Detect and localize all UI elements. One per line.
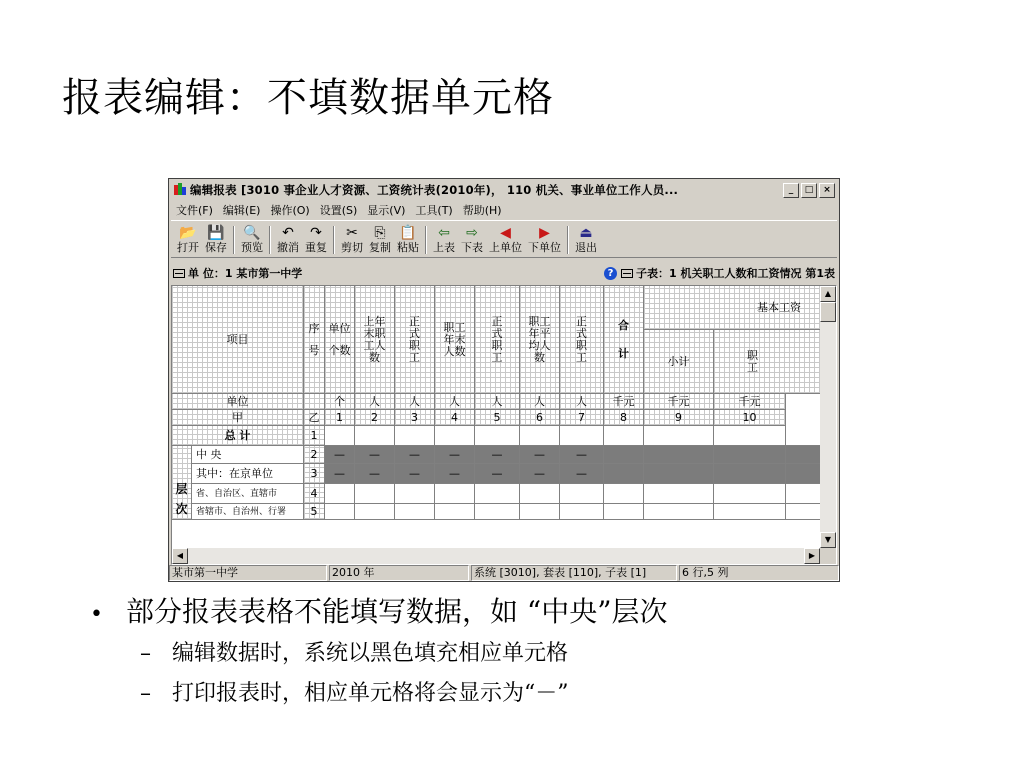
report-editor-window (168, 178, 840, 582)
toolbar-label: 打开 (177, 241, 199, 254)
unit-cell (435, 394, 475, 410)
data-cell[interactable] (786, 484, 820, 504)
sub-bullet-mark: – (140, 641, 151, 666)
header-item (172, 286, 304, 394)
data-cell-blocked (560, 464, 604, 484)
data-cell-blocked-text: — (334, 447, 345, 461)
toolbar-label: 撤消 (277, 241, 299, 254)
header-col-c4 (435, 286, 475, 394)
preview-icon: 🔍 (243, 225, 261, 241)
menu-help[interactable]: 帮助(H) (462, 204, 502, 217)
toolbar-label: 退出 (575, 241, 597, 254)
keyboard-icon (173, 269, 185, 278)
data-cell-blocked (786, 464, 820, 484)
num-cell (604, 410, 644, 426)
toolbar-label: 复制 (369, 241, 391, 254)
header-count-text: 单位个数 (328, 321, 351, 357)
data-cell-blocked-text: — (369, 447, 380, 461)
header-col-text: 上年末职工人数 (363, 314, 386, 364)
toolbar-separator (567, 226, 569, 254)
toolbar-button-open-folder[interactable] (174, 223, 202, 257)
row-seq (304, 464, 325, 484)
window-title: 编辑报表 [3010 事企业人才资源、工资统计表(2010年)， 110 机关、事业单位工作人员... (190, 183, 679, 197)
row-label (192, 484, 304, 504)
header-col-c2 (355, 286, 395, 394)
data-cell[interactable] (395, 504, 435, 520)
header-col-text: 正式职工 (491, 314, 503, 364)
next-unit-icon: ▶ (539, 225, 550, 241)
toolbar-label: 重复 (305, 241, 327, 254)
data-cell-blocked (520, 446, 560, 464)
level-group-label (172, 446, 192, 520)
data-cell[interactable] (355, 484, 395, 504)
num-cell (395, 410, 435, 426)
header-col-c7 (560, 286, 604, 394)
toolbar-separator (233, 226, 235, 254)
num-cell-text: 5 (493, 410, 501, 424)
data-cell-blocked-text: — (409, 466, 420, 480)
status-bar (169, 565, 839, 581)
data-cell-blocked (714, 446, 786, 464)
data-cell[interactable] (325, 484, 355, 504)
header-subtotal (644, 330, 714, 394)
num-cell (355, 410, 395, 426)
toolbar-label: 上表 (433, 241, 455, 254)
report-grid (171, 285, 837, 565)
scroll-thumb[interactable] (820, 302, 836, 322)
data-cell[interactable] (714, 426, 786, 446)
data-cell[interactable] (325, 504, 355, 520)
num-row-b (304, 410, 325, 426)
unit-cell (560, 394, 604, 410)
num-cell-text: 4 (451, 410, 458, 424)
toolbar-button-next-unit[interactable] (525, 223, 564, 257)
toolbar-button-cut[interactable] (338, 223, 366, 257)
copy-icon: ⎘ (374, 225, 386, 241)
header-col-text: 职工年末人数 (443, 320, 466, 358)
title-bar[interactable] (171, 181, 837, 199)
bullet-text: 部分报表表格不能填写数据，如 “中央”层次 (126, 595, 668, 628)
row-label (192, 464, 304, 484)
unit-cell (395, 394, 435, 410)
row-seq-text: 2 (310, 447, 318, 461)
unit-row-label (172, 394, 304, 410)
data-cell-blocked-text: — (576, 447, 587, 461)
scroll-corner (820, 548, 836, 564)
app-icon (173, 183, 187, 197)
horizontal-scrollbar[interactable] (172, 548, 820, 564)
toolbar-button-prev-table[interactable] (430, 223, 458, 257)
data-cell[interactable] (355, 504, 395, 520)
toolbar-button-redo[interactable] (302, 223, 330, 257)
header-group-basic-wage (644, 286, 820, 330)
toolbar-button-next-table[interactable] (458, 223, 486, 257)
toolbar-separator (425, 226, 427, 254)
save-disk-icon: 💾 (207, 225, 225, 241)
header-col-text: 正式职工 (576, 314, 587, 364)
num-cell (435, 410, 475, 426)
sub-bullet-text: 编辑数据时，系统以黑色填充相应单元格 (172, 641, 569, 666)
unit-cell (325, 394, 355, 410)
num-cell (520, 410, 560, 426)
row-seq-text: 1 (310, 428, 318, 442)
data-cell[interactable] (395, 426, 435, 446)
header-col-text: 正式职工 (409, 314, 420, 364)
data-cell-blocked (644, 446, 714, 464)
header-col-text: 职工年平均人数 (528, 314, 551, 364)
close-button[interactable]: × (819, 183, 835, 198)
menu-view[interactable]: 显示(V) (367, 204, 406, 217)
unit-cell-text: 人 (491, 394, 503, 408)
menu-tools[interactable]: 工具(T) (415, 204, 453, 217)
data-cell-blocked (325, 446, 355, 464)
data-cell-blocked (714, 464, 786, 484)
num-row-b-text: 乙 (308, 410, 320, 424)
data-cell[interactable] (435, 426, 475, 446)
status-system: 系统 [3010], 套表 [110], 子表 [1] (471, 565, 677, 581)
unit-label: 单 位：1 某市第一中学 (188, 267, 303, 280)
info-bar (171, 264, 837, 282)
num-cell-text: 1 (336, 410, 343, 424)
header-subtotal-text: 小计 (667, 354, 690, 368)
data-cell-blocked-text: — (534, 447, 545, 461)
data-cell[interactable] (475, 426, 520, 446)
row-label-text: 省辖市、自治州、行署 (196, 506, 287, 517)
slide-title: 报表编辑：不填数据单元格 (62, 75, 554, 121)
toolbar-button-prev-unit[interactable] (486, 223, 525, 257)
toolbar-label: 预览 (241, 241, 263, 254)
toolbar-button-preview[interactable] (238, 223, 266, 257)
row-label-text: 其中：在京单位 (196, 466, 273, 480)
header-col-10 (714, 330, 820, 394)
header-col-c3 (395, 286, 435, 394)
status-position: 6 行,5 列 (679, 565, 839, 581)
data-cell[interactable] (604, 504, 644, 520)
help-icon[interactable]: ? (604, 267, 617, 280)
menu-operate[interactable]: 操作(O) (270, 204, 310, 217)
toolbar-button-copy[interactable] (366, 223, 394, 257)
scroll-right-icon[interactable]: ▶ (804, 548, 820, 564)
vertical-scrollbar[interactable] (820, 286, 836, 548)
data-cell-blocked-text: — (491, 466, 503, 480)
next-table-icon: ⇨ (466, 225, 478, 241)
scroll-up-icon[interactable]: ▲ (820, 286, 836, 302)
data-cell[interactable] (786, 426, 820, 446)
exit-icon: ⏏ (579, 225, 593, 241)
header-item-text: 项目 (226, 332, 249, 346)
toolbar-button-save-disk[interactable] (202, 223, 230, 257)
unit-cell (475, 394, 520, 410)
toolbar-button-exit[interactable] (572, 223, 600, 257)
unit-cell-text: 人 (576, 394, 587, 408)
num-cell (325, 410, 355, 426)
data-cell[interactable] (560, 504, 604, 520)
row-label (192, 446, 304, 464)
unit-cell-text: 个 (334, 394, 345, 408)
toolbar-label: 粘贴 (397, 241, 419, 254)
row-seq (304, 504, 325, 520)
row-seq-text: 5 (310, 504, 318, 518)
header-count (325, 286, 355, 394)
num-cell (475, 410, 520, 426)
data-cell-blocked-text: — (449, 447, 460, 461)
num-cell-text: 3 (411, 410, 418, 424)
sub-bullet-2 (140, 676, 569, 707)
data-cell[interactable] (355, 426, 395, 446)
header-col-c5 (475, 286, 520, 394)
data-cell[interactable] (520, 426, 560, 446)
data-cell-blocked (644, 464, 714, 484)
cut-icon: ✂ (346, 225, 358, 241)
data-cell-blocked (475, 464, 520, 484)
keyboard-icon (621, 269, 633, 278)
unit-cell-text: 人 (369, 394, 380, 408)
num-cell (644, 410, 714, 426)
data-cell[interactable] (644, 504, 714, 520)
num-row-a-text: 甲 (232, 410, 243, 424)
menu-edit[interactable]: 编辑(E) (222, 204, 261, 217)
row-label-total-text: 总 计 (224, 428, 251, 442)
toolbar-label: 上单位 (489, 241, 522, 254)
toolbar-separator (269, 226, 271, 254)
data-cell-blocked-text: — (449, 466, 460, 480)
num-cell-text: 6 (536, 410, 543, 424)
row-seq (304, 426, 325, 446)
unit-cell-text: 人 (409, 394, 420, 408)
unit-cell (604, 394, 644, 410)
minimize-button[interactable]: _ (783, 183, 799, 198)
unit-cell-text: 千元 (667, 394, 690, 408)
data-cell-blocked (786, 446, 820, 464)
data-cell[interactable] (644, 484, 714, 504)
data-cell-blocked-text: — (409, 447, 420, 461)
data-cell-blocked (435, 464, 475, 484)
toolbar-button-paste[interactable] (394, 223, 422, 257)
num-cell-text: 10 (742, 410, 757, 424)
row-label (192, 504, 304, 520)
data-cell[interactable] (604, 484, 644, 504)
level-group-text: 层次 (175, 482, 188, 516)
data-cell[interactable] (395, 484, 435, 504)
header-total-text: 合计 (618, 318, 629, 360)
unit-cell-text: 人 (449, 394, 460, 408)
data-cell-blocked (395, 446, 435, 464)
data-cell-blocked-text: — (576, 466, 587, 480)
data-cell-blocked (604, 446, 644, 464)
maximize-button[interactable]: □ (801, 183, 817, 198)
unit-cell-text: 千元 (738, 394, 761, 408)
subtable-label: 子表：1 机关职工人数和工资情况 第1表 (636, 267, 835, 280)
data-cell[interactable] (714, 484, 786, 504)
data-cell[interactable] (435, 484, 475, 504)
unit-cell (355, 394, 395, 410)
status-unit: 某市第一中学 (169, 565, 327, 581)
data-cell-blocked-text: — (534, 466, 545, 480)
data-cell[interactable] (786, 504, 820, 520)
unit-row-seq (304, 394, 325, 410)
data-cell-blocked (435, 446, 475, 464)
toolbar-label: 下单位 (528, 241, 561, 254)
data-cell[interactable] (435, 504, 475, 520)
row-seq-text: 4 (310, 486, 318, 500)
data-cell[interactable] (520, 484, 560, 504)
header-group-basic-wage-text: 基本工资 (757, 300, 801, 314)
num-cell-text: 2 (371, 410, 378, 424)
menu-file[interactable]: 文件(F) (176, 204, 213, 217)
data-cell[interactable] (475, 504, 520, 520)
prev-unit-icon: ◀ (500, 225, 511, 241)
menu-bar (171, 201, 837, 219)
unit-cell-text: 千元 (612, 394, 635, 408)
toolbar-separator (333, 226, 335, 254)
unit-cell (644, 394, 714, 410)
row-label-text: 中 央 (196, 447, 222, 461)
num-cell-text: 8 (620, 410, 627, 424)
data-cell-blocked-text: — (369, 466, 380, 480)
data-cell[interactable] (560, 484, 604, 504)
redo-icon: ↷ (310, 225, 322, 241)
data-cell-blocked (475, 446, 520, 464)
toolbar-button-undo[interactable] (274, 223, 302, 257)
toolbar-label: 剪切 (341, 241, 363, 254)
data-cell-blocked (395, 464, 435, 484)
open-folder-icon: 📂 (179, 225, 197, 241)
header-seq (304, 286, 325, 394)
unit-row-label-text: 单位 (226, 394, 249, 408)
num-cell (560, 410, 604, 426)
sub-bullet-1 (140, 636, 568, 667)
bullet-mark: • (90, 602, 103, 627)
data-cell[interactable] (644, 426, 714, 446)
toolbar-label: 下表 (461, 241, 483, 254)
unit-cell (714, 394, 786, 410)
scroll-down-icon[interactable]: ▼ (820, 532, 836, 548)
scroll-left-icon[interactable]: ◀ (172, 548, 188, 564)
data-cell[interactable] (604, 426, 644, 446)
data-cell-blocked (355, 446, 395, 464)
data-cell-blocked (325, 464, 355, 484)
status-year: 2010 年 (329, 565, 469, 581)
data-cell-blocked-text: — (334, 466, 345, 480)
header-total (604, 286, 644, 394)
data-cell[interactable] (560, 426, 604, 446)
prev-table-icon: ⇦ (438, 225, 450, 241)
row-seq (304, 484, 325, 504)
num-cell (714, 410, 786, 426)
num-cell-text: 7 (578, 410, 585, 424)
toolbar-label: 保存 (205, 241, 227, 254)
header-col-text: 职工 (747, 348, 758, 374)
row-seq (304, 446, 325, 464)
data-cell-blocked (604, 464, 644, 484)
sub-bullet-mark: – (140, 681, 151, 706)
data-cell-blocked (520, 464, 560, 484)
row-label-text: 省、自治区、直辖市 (196, 488, 278, 499)
data-cell[interactable] (714, 504, 786, 520)
undo-icon: ↶ (282, 225, 294, 241)
toolbar (171, 220, 837, 258)
grid-cells (172, 286, 820, 548)
paste-icon: 📋 (399, 225, 417, 241)
data-cell-blocked-text: — (491, 447, 503, 461)
row-seq-text: 3 (310, 466, 318, 480)
sub-bullet-text: 打印报表时，相应单元格将会显示为“－” (172, 681, 569, 706)
data-cell[interactable] (325, 426, 355, 446)
data-cell[interactable] (520, 504, 560, 520)
menu-settings[interactable]: 设置(S) (319, 204, 358, 217)
data-cell[interactable] (475, 484, 520, 504)
data-cell-blocked (355, 464, 395, 484)
bullet-main (90, 590, 668, 630)
unit-cell (520, 394, 560, 410)
data-cell-blocked (560, 446, 604, 464)
num-row-a (172, 410, 304, 426)
header-col-c6 (520, 286, 560, 394)
unit-cell-text: 人 (534, 394, 545, 408)
header-seq-text: 序号 (308, 321, 320, 357)
num-cell-text: 9 (675, 410, 682, 424)
row-label-total (172, 426, 304, 446)
